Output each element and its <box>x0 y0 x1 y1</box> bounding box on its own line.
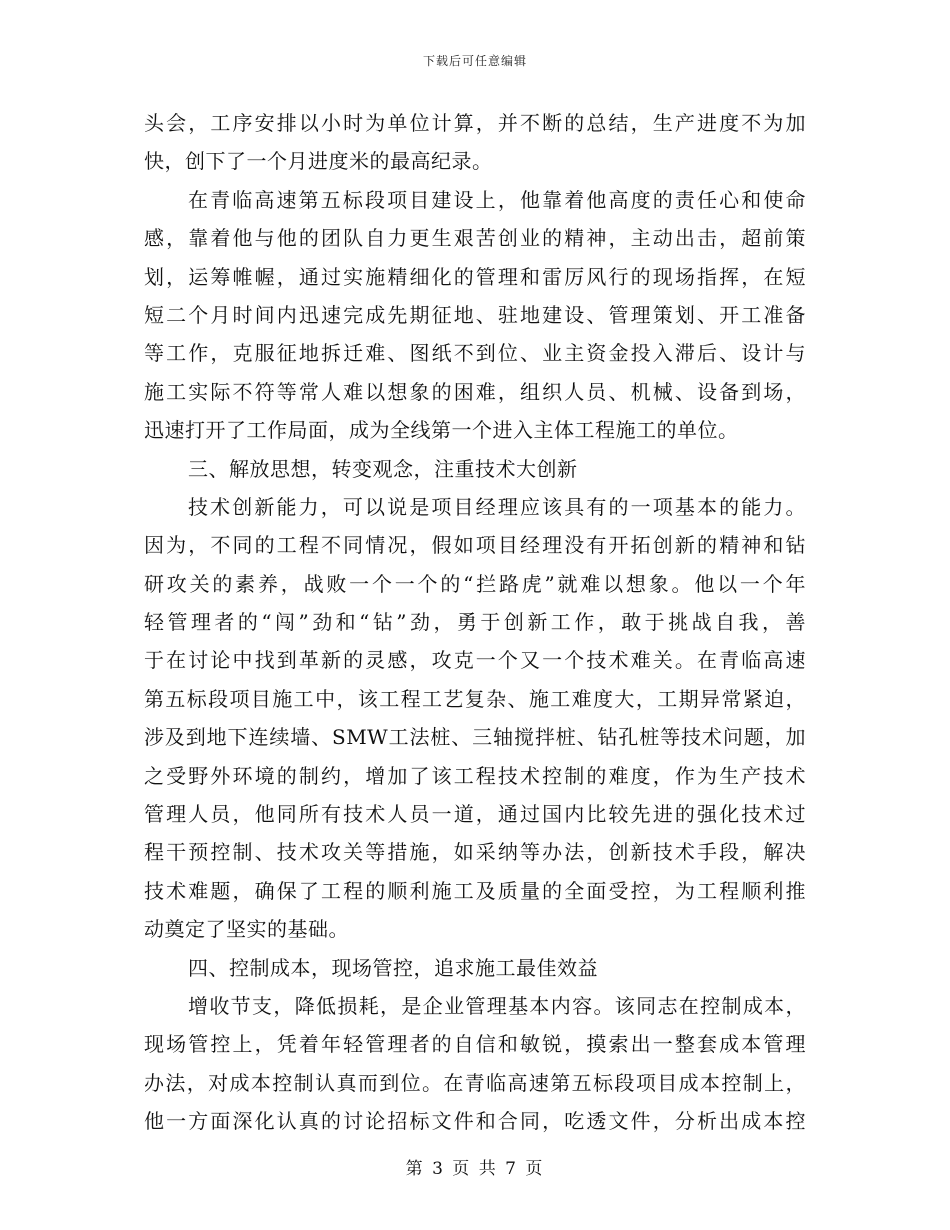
text-line: 感，靠着他与他的团队自力更生艰苦创业的精神，主动出击，超前策 <box>144 226 806 251</box>
text-line: 轻管理者的“闯”劲和“钻”劲，勇于创新工作，敢于挑战自我，善 <box>144 610 806 635</box>
document-body <box>144 104 806 1141</box>
text-line: 第五标段项目施工中，该工程工艺复杂、施工难度大，工期异常紧迫， <box>144 686 806 711</box>
text-line: 现场管控上，凭着年轻管理者的自信和敏锐，摸索出一整套成本管理 <box>144 1032 806 1057</box>
text-line: 划，运筹帷幄，通过实施精细化的管理和雷厉风行的现场指挥，在短 <box>144 264 806 289</box>
text-line: 三、解放思想，转变观念，注重技术大创新 <box>188 456 578 481</box>
text-line: 等工作，克服征地拆迁难、图纸不到位、业主资金投入滞后、设计与 <box>144 341 806 366</box>
text-line: 技术难题，确保了工程的顺利施工及质量的全面受控，为工程顺利推 <box>144 878 806 903</box>
text-line: 动奠定了坚实的基础。 <box>144 917 349 942</box>
text-line: 增收节支，降低损耗，是企业管理基本内容。该同志在控制成本， <box>188 993 806 1018</box>
text-line: 程干预控制、技术攻关等措施，如采纳等办法，创新技术手段，解决 <box>144 840 806 865</box>
text-line: 施工实际不符等常人难以想象的困难，组织人员、机械、设备到场， <box>144 379 806 404</box>
text-line: 技术创新能力，可以说是项目经理应该具有的一项基本的能力。 <box>188 494 806 519</box>
text-line: 头会，工序安排以小时为单位计算，并不断的总结，生产进度不为加 <box>144 111 806 135</box>
text-line: 短二个月时间内迅速完成先期征地、驻地建设、管理策划、开工准备 <box>144 302 806 327</box>
text-line: 快，创下了一个月进度米的最高纪录。 <box>144 149 493 174</box>
text-line: 他一方面深化认真的讨论招标文件和合同，吃透文件，分析出成本控 <box>144 1109 806 1134</box>
page-header: 下载后可任意编辑 <box>422 54 527 68</box>
text-line: 迅速打开了工作局面，成为全线第一个进入主体工程施工的单位。 <box>144 418 739 443</box>
text-line: 管理人员，他同所有技术人员一道，通过国内比较先进的强化技术过 <box>144 802 806 827</box>
text-line: 在青临高速第五标段项目建设上，他靠着他高度的责任心和使命 <box>188 187 806 212</box>
text-line: 因为，不同的工程不同情况，假如项目经理没有开拓创新的精神和钻 <box>144 533 806 558</box>
text-line: 研攻关的素养，战败一个一个的“拦路虎”就难以想象。他以一个年 <box>144 571 806 596</box>
text-line: 之受野外环境的制约，增加了该工程技术控制的难度，作为生产技术 <box>144 763 806 788</box>
page-number-footer: 第 3 页 共 7 页 <box>405 1159 545 1179</box>
text-line: 四、控制成本，现场管控，追求施工最佳效益 <box>188 955 598 980</box>
text-line: 涉及到地下连续墙、SMW工法桩、三轴搅拌桩、钻孔桩等技术问题，加 <box>144 725 806 750</box>
text-line: 办法，对成本控制认真而到位。在青临高速第五标段项目成本控制上， <box>144 1070 806 1095</box>
text-line: 于在讨论中找到革新的灵感，攻克一个又一个技术难关。在青临高速 <box>144 648 806 673</box>
